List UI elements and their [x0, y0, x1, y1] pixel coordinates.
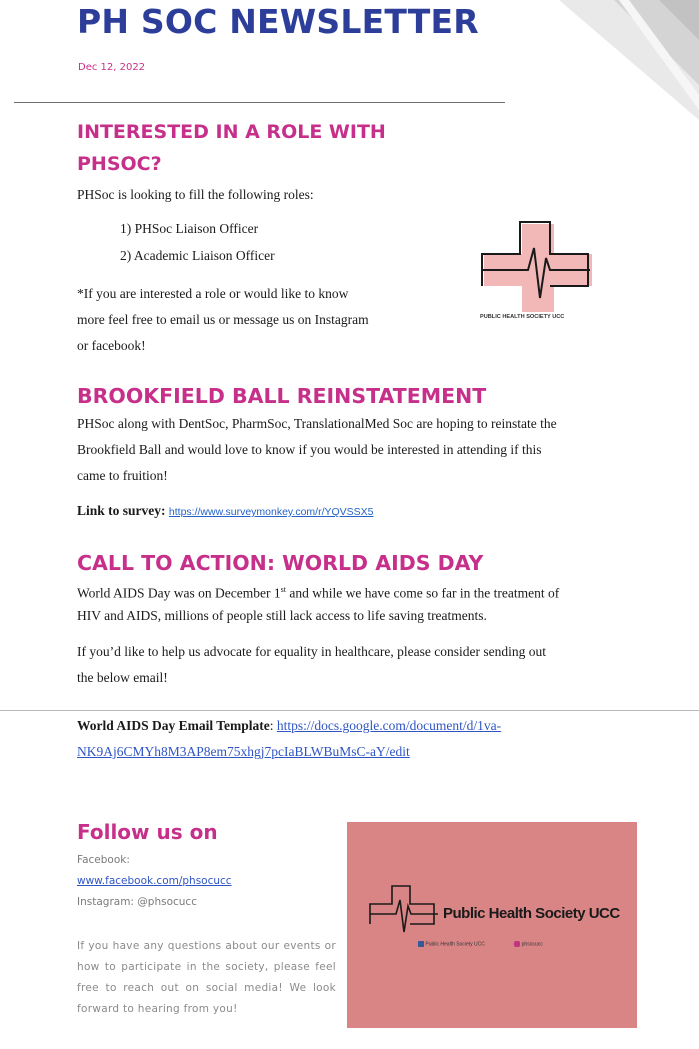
aids-text-line: the below email! — [77, 670, 168, 685]
ball-text-line: PHSoc along with DentSoc, PharmSoc, TranslationalMed Soc are hoping to reinstate the — [77, 416, 557, 431]
follow-details — [77, 850, 232, 913]
roles-intro: PHSoc is looking to fill the following roles: — [77, 187, 314, 202]
ball-text-line: Brookfield Ball and would love to know if you would be interested in attending if this — [77, 442, 542, 457]
roles-note-line: *If you are interested a role or would like to know — [77, 286, 349, 301]
card-logo — [368, 884, 444, 942]
template-link[interactable]: https://docs.google.com/document/d/1va- — [276, 718, 502, 733]
template-link-cont — [77, 739, 410, 765]
aids-heading: CALL TO ACTION: WORLD AIDS DAY — [77, 551, 484, 575]
template-label: World AIDS Day Email Template — [77, 718, 270, 733]
section-divider — [0, 710, 699, 711]
contact-paragraph: If you have any questions about our events or how to participate in the society, please feel free to reach out on social media! We look forward to hearing from you! — [77, 940, 336, 1015]
facebook-icon — [418, 941, 424, 947]
template-row: World AIDS Day Email Template: https://docs.google.com/document/d/1va- — [77, 718, 502, 733]
roles-heading-line2: PHSOC? — [77, 153, 162, 175]
roles-note-line: more feel free to email us or message us on Instagram — [77, 312, 369, 327]
newsletter-date: Dec 12, 2022 — [78, 62, 146, 73]
instagram-icon — [514, 941, 520, 947]
corner-decoration — [559, 0, 699, 120]
ball-heading: BROOKFIELD BALL REINSTATEMENT — [77, 384, 487, 408]
aids-text-part: World AIDS Day was on December 1 — [77, 585, 281, 601]
roles-heading-line1: INTERESTED IN A ROLE WITH — [77, 121, 386, 143]
aids-text-part: and while we have come so far in the treatment of — [285, 585, 560, 601]
instagram-handle: Instagram: @phsocucc — [77, 896, 197, 908]
role-item: 2) Academic Liaison Officer — [120, 248, 275, 263]
phsoc-logo — [478, 218, 603, 313]
facebook-label: Facebook: — [77, 854, 130, 866]
template-link-line2[interactable]: NK9Aj6CMYh8M3AP8em75xhgj7pcIaBLWBuMsC-aY/edit — [77, 744, 410, 759]
cross-heartbeat-icon — [368, 884, 444, 942]
card-title: Public Health Society UCC — [443, 905, 620, 922]
newsletter-title: PH SOC NEWSLETTER — [77, 2, 479, 41]
survey-row — [77, 498, 374, 525]
facebook-link[interactable]: www.facebook.com/phsocucc — [77, 875, 232, 887]
follow-heading: Follow us on — [77, 820, 218, 844]
roles-heading — [77, 116, 386, 180]
survey-label: Link to survey: — [77, 503, 166, 518]
aids-text-sup: st — [280, 585, 286, 594]
header-divider — [14, 102, 505, 103]
role-item: 1) PHSoc Liaison Officer — [120, 221, 259, 236]
card-social-row — [418, 941, 543, 947]
card-instagram: phsocucc — [521, 941, 543, 948]
aids-text-line: HIV and AIDS, millions of people still lack access to life saving treatments. — [77, 608, 487, 623]
roles-note-line: or facebook! — [77, 338, 146, 353]
cross-heartbeat-icon — [478, 218, 603, 313]
card-facebook: Public Health Society UCC — [425, 941, 485, 948]
survey-link[interactable]: https://www.surveymonkey.com/r/YQVSSX5 — [168, 506, 374, 518]
ball-text-line: came to fruition! — [77, 468, 168, 483]
logo-caption: PUBLIC HEALTH SOCIETY UCC — [480, 314, 565, 320]
aids-text-line: If you’d like to help us advocate for equality in healthcare, please consider sending out — [77, 644, 546, 659]
